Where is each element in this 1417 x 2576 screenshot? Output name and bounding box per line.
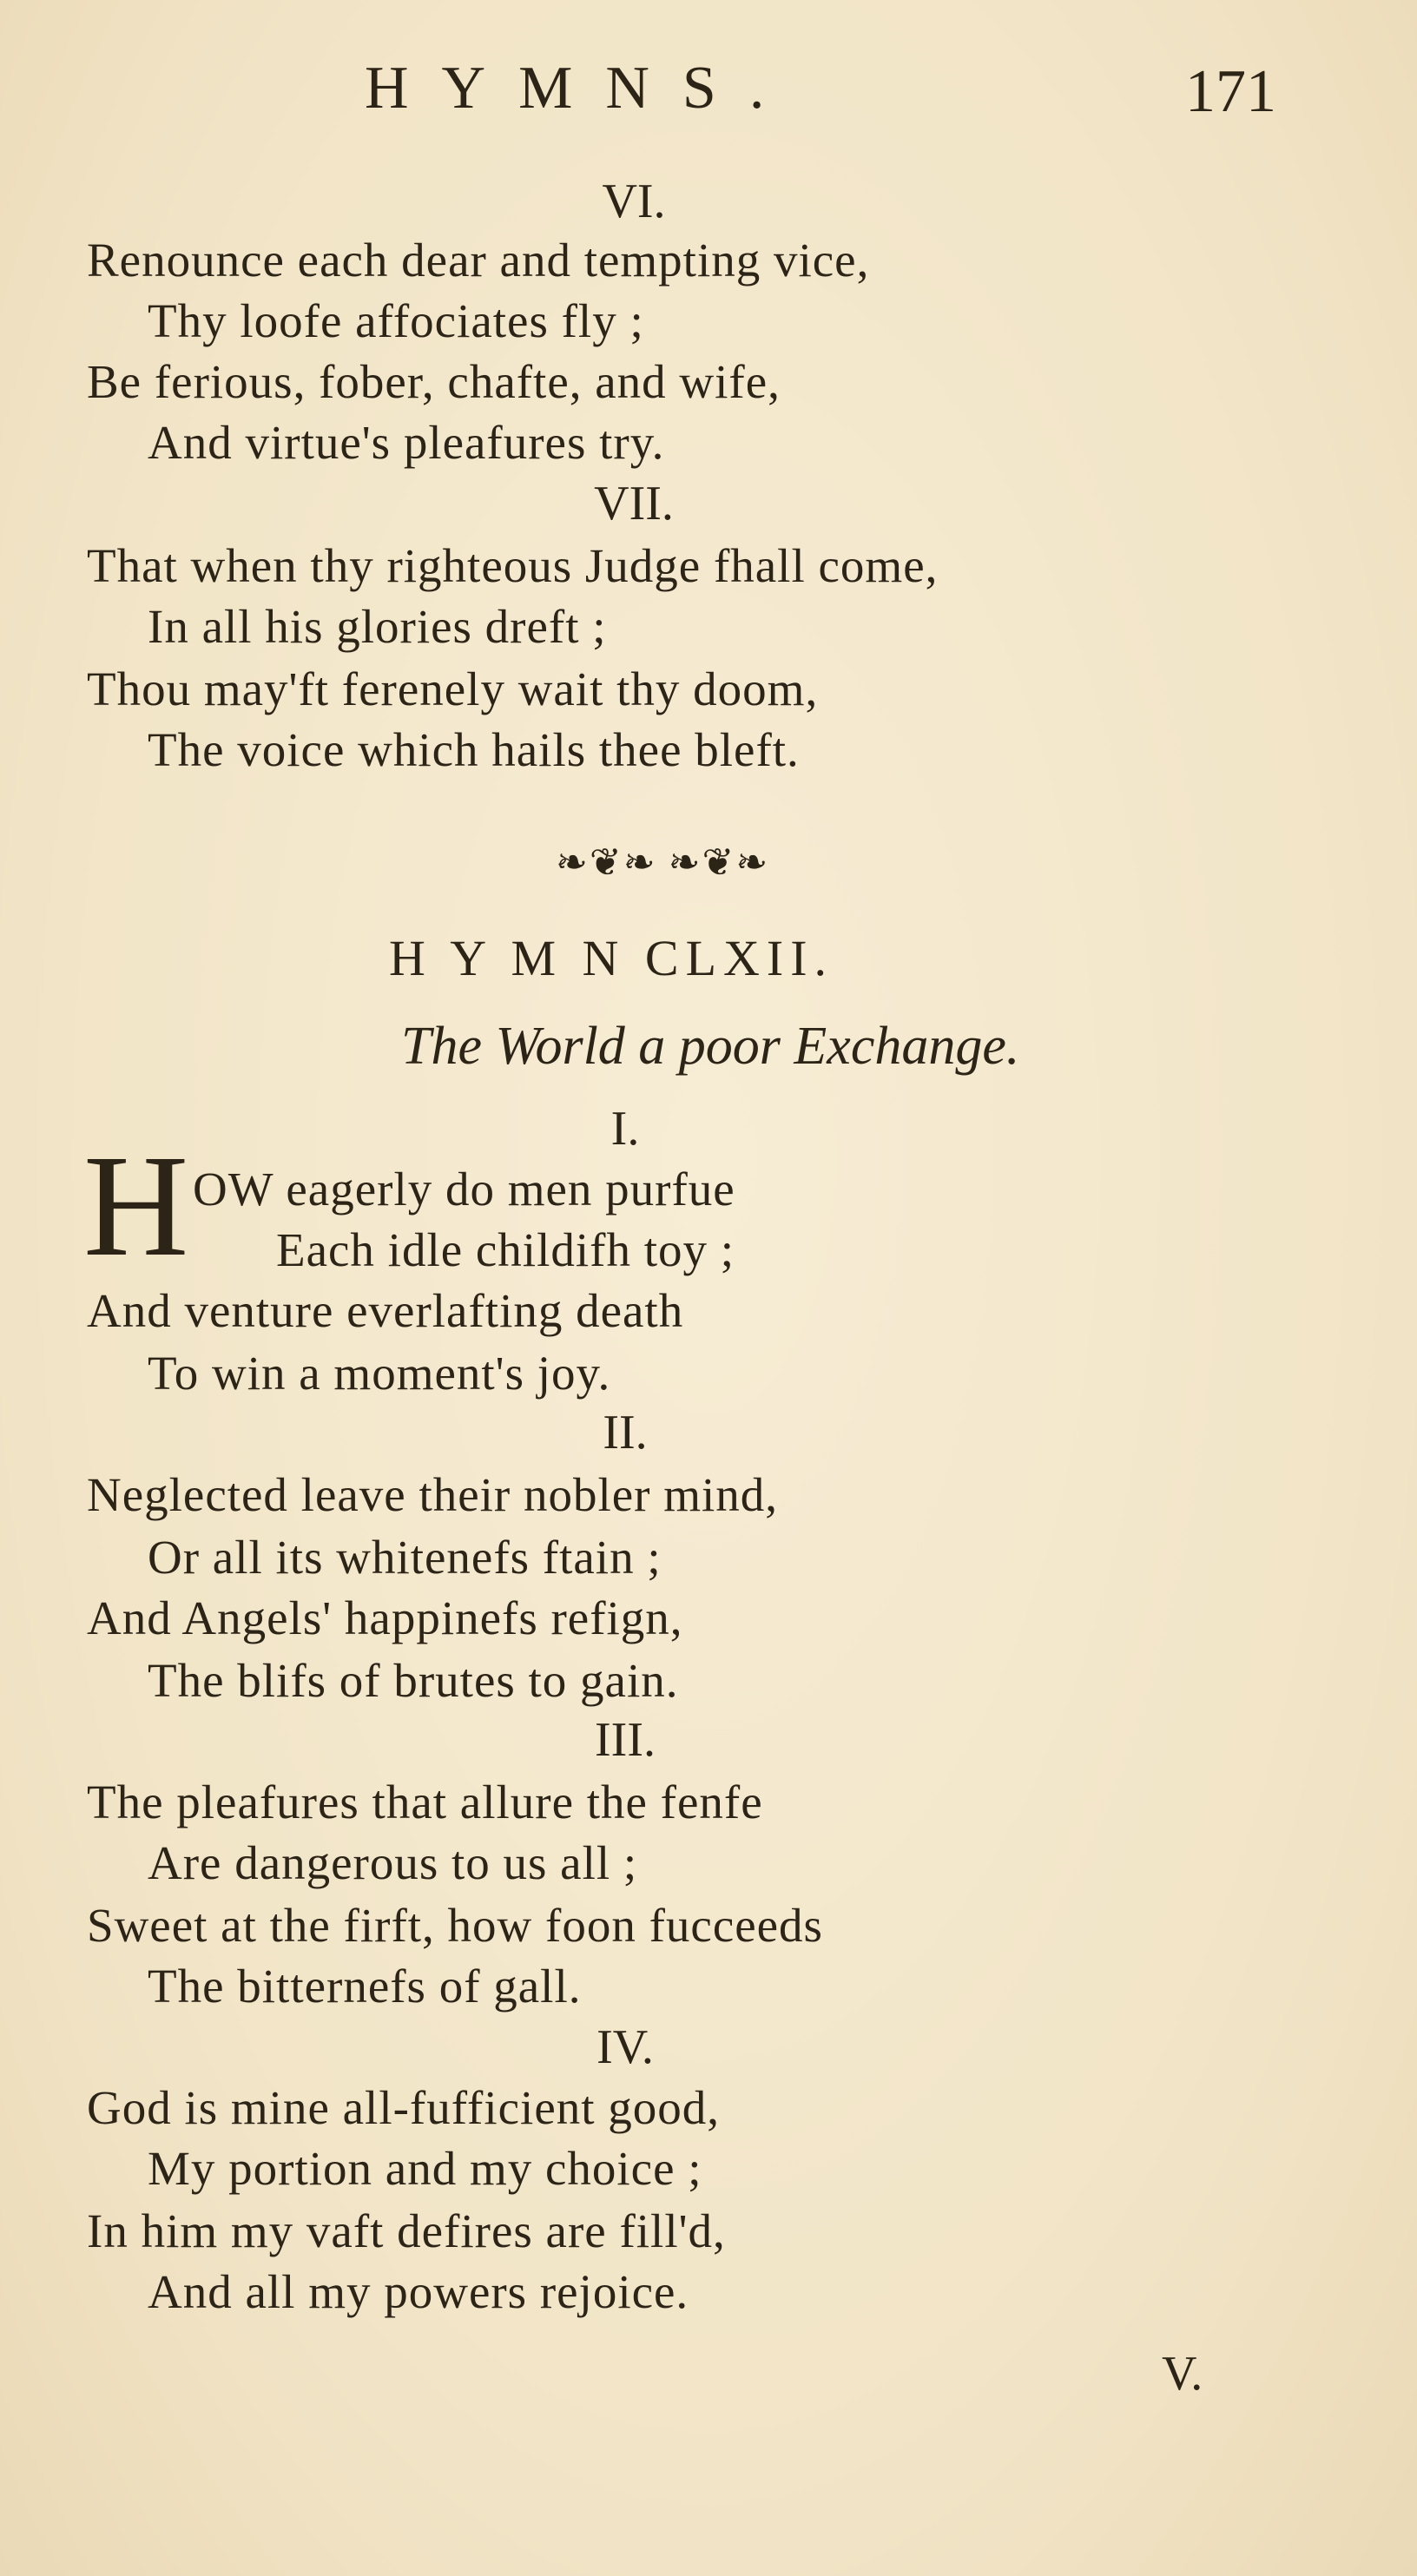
- verse-line: Or all its whitenefs ftain ;: [148, 1531, 662, 1584]
- verse-line: The voice which hails thee bleft.: [148, 723, 800, 776]
- verse-line: To win a moment's joy.: [148, 1347, 611, 1400]
- verse-line: That when thy righteous Judge fhall come,: [87, 539, 939, 592]
- verse-line: God is mine all-fufficient good,: [87, 2081, 721, 2134]
- verse-line: And Angels' happinefs refign,: [87, 1591, 683, 1644]
- verse-line: The pleafures that allure the fenfe: [87, 1776, 763, 1828]
- verse-line: OW eagerly do men purfue: [193, 1163, 735, 1216]
- stanza-number: VI.: [602, 175, 666, 228]
- verse-line: Sweet at the firft, how foon fucceeds: [87, 1899, 823, 1952]
- hymn-title: The World a poor Exchange.: [401, 1017, 1020, 1076]
- stanza-number: I.: [610, 1102, 640, 1156]
- page-number: 171: [1185, 58, 1276, 125]
- stanza-number: IV.: [596, 2020, 654, 2074]
- decorative-ornament: ❧❦❧ ❧❦❧: [556, 841, 770, 884]
- stanza-number: VII.: [594, 477, 674, 530]
- verse-line: Thou may'ft ferenely wait thy doom,: [87, 662, 819, 715]
- verse-line: Each idle childifh toy ;: [276, 1223, 735, 1276]
- hymn-heading: H Y M N CLXII.: [389, 930, 834, 986]
- verse-line: And venture everlafting death: [87, 1284, 684, 1337]
- running-head: HYMNS.: [365, 55, 798, 122]
- verse-line: Be ferious, fober, chafte, and wife,: [87, 355, 781, 408]
- verse-line: Thy loofe affociates fly ;: [148, 294, 644, 347]
- verse-line: Renounce each dear and tempting vice,: [87, 234, 870, 287]
- verse-line: And virtue's pleafures try.: [148, 416, 665, 469]
- verse-line: The bitternefs of gall.: [148, 1960, 582, 2013]
- catchword: V.: [1162, 2347, 1203, 2401]
- verse-line: In him my vaft defires are fill'd,: [87, 2204, 726, 2257]
- drop-cap: H: [83, 1125, 189, 1287]
- stanza-number: III.: [595, 1713, 656, 1767]
- verse-line: Are dangerous to us all ;: [148, 1836, 638, 1889]
- verse-line: In all his glories dreft ;: [148, 600, 607, 653]
- stanza-number: II.: [603, 1406, 648, 1459]
- verse-line: And all my powers rejoice.: [148, 2265, 689, 2318]
- verse-line: My portion and my choice ;: [148, 2142, 702, 2195]
- verse-line: The blifs of brutes to gain.: [148, 1654, 679, 1707]
- verse-line: Neglected leave their nobler mind,: [87, 1468, 779, 1521]
